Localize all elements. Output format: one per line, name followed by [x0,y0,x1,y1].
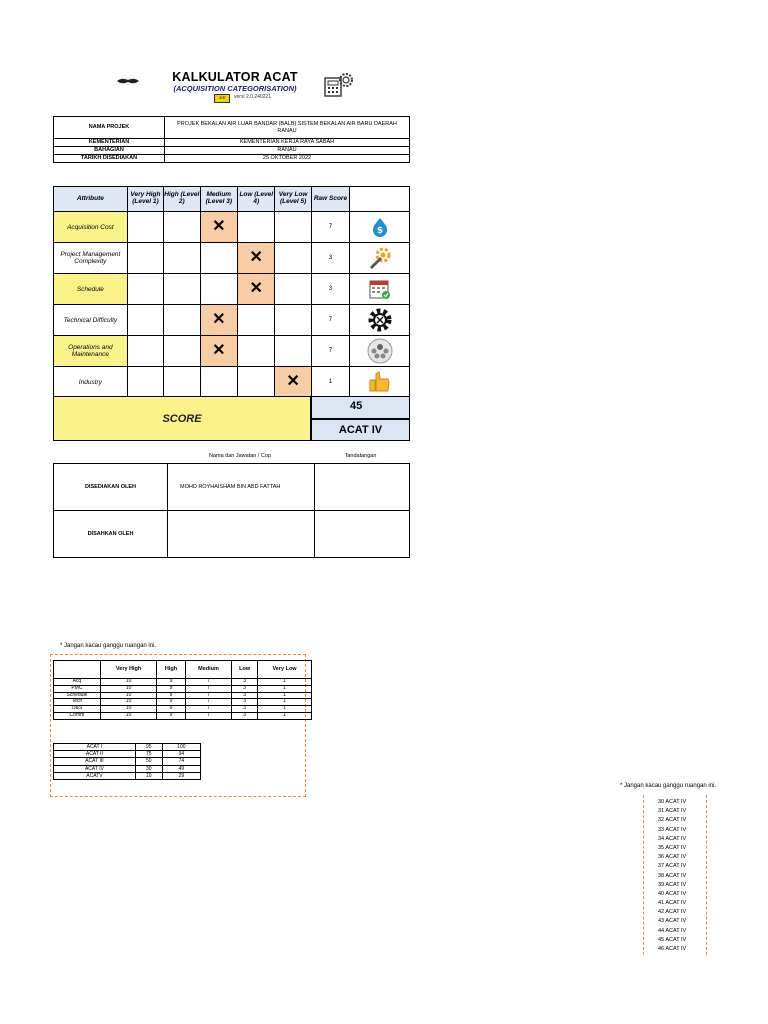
ref-cell: 1 [258,692,312,699]
ref-header-cell: Medium [185,661,232,679]
version-text: versi 2.0.240221 [234,94,271,100]
level-4-cell[interactable] [238,212,275,243]
selected-mark: ✕ [249,280,263,297]
acat-range-cell: ACATV [54,772,136,779]
page-title: KALKULATOR ACAT [172,70,298,84]
ref-cell: 10 [100,679,157,686]
level-4-cell[interactable] [238,305,275,336]
calendar-icon [350,278,409,300]
matrix-row [54,367,410,398]
matrix-row [54,243,410,274]
version-badge: JKR [214,94,230,103]
level-3-cell[interactable] [200,305,238,336]
selected-mark: ✕ [212,218,226,235]
level-2-cell[interactable] [164,212,200,243]
approved-by-name[interactable] [168,511,315,558]
ref-cell: 10 [100,685,157,692]
lookup-item: 43 ACAT IV [658,918,687,925]
lookup-item: 33 ACAT IV [658,826,687,833]
acat-range-cell: 30 [135,765,162,772]
acat-range-cell: 94 [162,751,200,758]
reference-note: * Jangan kacau ganggu ruangan ini. [60,643,157,649]
lookup-item: 38 ACAT IV [658,872,687,879]
level-1-cell[interactable] [127,243,163,274]
level-5-cell[interactable] [275,336,311,367]
ref-cell: 3 [232,685,258,692]
ref-cell: Tech [54,699,101,706]
acat-range-cell: 29 [162,772,200,779]
level-2-cell[interactable] [164,243,200,274]
date-value: 25 OKTOBER 2022 [165,155,410,163]
svg-text:$: $ [376,226,383,236]
acat-range-row [54,744,201,751]
acat-range-cell: 74 [162,758,200,765]
level-2-cell[interactable] [164,305,200,336]
level-1-cell[interactable] [127,274,163,305]
raw-score: 1 [311,367,349,398]
lookup-item: 46 ACAT IV [658,946,687,952]
ref-cell: 1 [258,679,312,686]
approved-by-signature[interactable] [315,511,410,558]
acat-range-table [53,743,201,780]
level-3-cell[interactable] [200,367,238,398]
lookup-item: 34 ACAT IV [658,835,687,842]
lookup-item: 45 ACAT IV [658,936,687,943]
wrench-gear-icon [350,246,409,270]
selected-mark: ✕ [212,342,226,359]
project-name-label: NAMA PROJEK [54,117,165,139]
division-value: RANAU [165,147,410,155]
score-reference-table [53,660,312,720]
ref-cell: 7 [185,712,232,719]
ministry-label: KEMENTERIAN [54,139,165,147]
raw-score: 3 [311,243,349,274]
ref-row [54,679,312,686]
score-label: SCORE [53,396,311,441]
level-5-cell[interactable] [275,274,311,305]
ref-cell: 7 [185,706,232,713]
header-very-low: Very Low (Level 5) [275,187,311,212]
ref-cell: O&S [54,706,101,713]
acat-range-row [54,772,201,779]
ref-cell: 10 [100,699,157,706]
level-5-cell[interactable] [275,367,311,398]
ref-cell: 10 [100,712,157,719]
thumbs-up-icon [350,371,409,393]
level-2-cell[interactable] [164,274,200,305]
acat-range-row [54,751,201,758]
ref-cell: 9 [157,706,185,713]
selected-mark: ✕ [212,311,226,328]
ref-row [54,692,312,699]
ref-cell: 1 [258,699,312,706]
calculator-gear-icon [324,70,356,98]
attribute-icon-cell [350,305,410,336]
signoff-table [53,463,410,558]
header-medium: Medium (Level 3) [200,187,238,212]
ref-row [54,685,312,692]
attribute-icon-cell [350,212,410,243]
ref-cell: 9 [157,699,185,706]
level-2-cell[interactable] [164,367,200,398]
matrix-row [54,212,410,243]
lookup-item: 44 ACAT IV [658,927,687,934]
header-attribute: Attribute [54,187,128,212]
level-3-cell[interactable] [200,274,238,305]
ref-cell: 7 [185,692,232,699]
lookup-item: 39 ACAT IV [658,881,687,888]
ref-cell: Comm [54,712,101,719]
ref-cell: 7 [185,699,232,706]
lookup-item: 42 ACAT IV [658,909,687,916]
ref-cell: 1 [258,712,312,719]
attribute-label: Project Management Complexity [54,243,128,274]
ref-row [54,699,312,706]
level-4-cell[interactable] [238,336,275,367]
dollar-icon [350,217,409,237]
ref-row [54,712,312,719]
level-3-cell[interactable] [200,243,238,274]
date-label: TARIKH DISEDIAKAN [54,155,165,163]
acat-range-cell: ACAT III [54,758,136,765]
lookup-item: 31 ACAT IV [658,808,687,815]
attribute-icon-cell [350,243,410,274]
header-low: Low (Level 4) [238,187,275,212]
ref-row [54,706,312,713]
name-position-label: Nama dan Jawatan / Cop [208,453,272,459]
project-name-value: PROJEK BEKALAN AIR LUAR BANDAR (BALB) SISTEM BEKALAN AIR BARU DAERAH RANAU [165,117,410,139]
level-4-cell[interactable] [238,274,275,305]
prepared-by-signature[interactable] [315,464,410,511]
lookup-item: 41 ACAT IV [658,900,687,907]
lookup-list [658,798,686,954]
prepared-by-label: DISEDIAKAN OLEH [54,464,168,511]
ref-cell: 3 [232,679,258,686]
acat-matrix-table [53,186,410,398]
gear-icon [350,307,409,333]
project-info-table [53,116,410,163]
acat-category: ACAT IV [311,419,410,441]
acat-range-cell: 100 [162,744,200,751]
lookup-item: 32 ACAT IV [658,817,687,824]
page-subtitle: (ACQUISITION CATEGORISATION) [173,84,297,93]
selected-mark: ✕ [249,249,263,266]
level-1-cell[interactable] [127,305,163,336]
lookup-item: 40 ACAT IV [658,890,687,897]
acat-range-row [54,765,201,772]
raw-score: 3 [311,274,349,305]
ref-cell: 10 [100,692,157,699]
ref-cell: 7 [185,679,232,686]
header-very-high: Very High (Level 1) [127,187,163,212]
attribute-icon-cell [350,274,410,305]
ref-cell: PMC [54,685,101,692]
level-3-cell[interactable] [200,212,238,243]
matrix-body [54,212,410,398]
logo-icon [116,76,140,86]
selected-mark: ✕ [286,373,300,390]
lookup-item: 30 ACAT IV [658,799,687,805]
ministry-value: KEMENTERIAN KERJA RAYA SABAH [165,139,410,147]
prepared-by-name[interactable]: MOHD ROYHAISHAM BIN ABD FATTAH [168,464,315,511]
level-1-cell[interactable] [127,212,163,243]
ref-header-cell: Low [232,661,258,679]
ref-cell: 9 [157,712,185,719]
ref-cell: 9 [157,692,185,699]
ref-cell: 10 [100,706,157,713]
ref-cell: Schedule [54,692,101,699]
lookup-item: 36 ACAT IV [658,854,687,861]
acat-range-cell: ACAT I [54,744,136,751]
ref-cell: 3 [232,692,258,699]
ref-header-cell: Very High [100,661,157,679]
level-1-cell[interactable] [127,367,163,398]
attribute-label: Schedule [54,274,128,305]
acat-range-cell: 10 [135,772,162,779]
matrix-row [54,305,410,336]
lookup-item: 37 ACAT IV [658,863,687,870]
ref-header-cell: High [157,661,185,679]
ref-cell: 9 [157,685,185,692]
ref-cell: 7 [185,685,232,692]
header-icon-column [350,187,410,212]
attribute-icon-cell [350,336,410,367]
level-5-cell[interactable] [275,243,311,274]
ref-cell: 1 [258,706,312,713]
ref-cell: 1 [258,685,312,692]
attribute-label: Technical Difficulty [54,305,128,336]
level-4-cell[interactable] [238,243,275,274]
level-3-cell[interactable] [200,336,238,367]
division-label: BAHAGIAN [54,147,165,155]
lookup-note: * Jangan kacau ganggu ruangan ini. [620,783,717,789]
level-5-cell[interactable] [275,212,311,243]
score-value: 45 [350,400,363,412]
signature-label: Tandatangan [344,453,377,459]
raw-score: 7 [311,305,349,336]
ref-header-cell [54,661,101,679]
raw-score: 7 [311,212,349,243]
level-2-cell[interactable] [164,336,200,367]
ref-cell: 3 [232,712,258,719]
level-4-cell[interactable] [238,367,275,398]
acat-range-row [54,758,201,765]
ref-header-cell: Very Low [258,661,312,679]
level-5-cell[interactable] [275,305,311,336]
acat-range-cell: ACAT II [54,751,136,758]
acat-range-cell: 75 [135,751,162,758]
ref-cell: 3 [232,699,258,706]
level-1-cell[interactable] [127,336,163,367]
header-high: High (Level 2) [164,187,200,212]
ref-cell: 9 [157,679,185,686]
acat-range-cell: 95 [135,744,162,751]
attribute-label: Operations and Maintenance [54,336,128,367]
acat-range-cell: 50 [135,758,162,765]
acat-range-cell: 49 [162,765,200,772]
attribute-icon-cell [350,367,410,398]
approved-by-label: DISAHKAN OLEH [54,511,168,558]
acat-range-cell: ACAT IV [54,765,136,772]
lookup-item: 35 ACAT IV [658,844,687,851]
attribute-label: Industry [54,367,128,398]
ref-cell: 3 [232,706,258,713]
attribute-label: Acquisition Cost [54,212,128,243]
header-raw-score: Raw Score [311,187,349,212]
matrix-row [54,274,410,305]
matrix-row [54,336,410,367]
ref-cell: Acq [54,679,101,686]
team-icon [350,338,409,364]
raw-score: 7 [311,336,349,367]
